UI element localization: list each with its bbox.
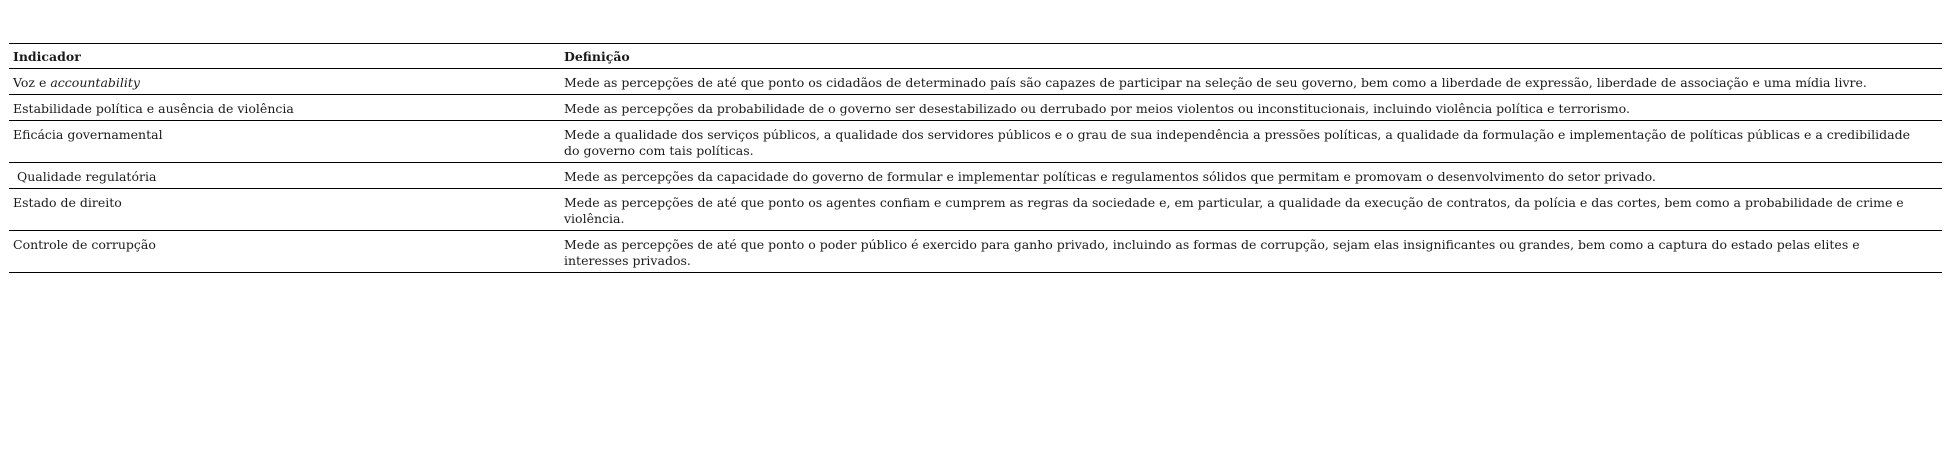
indicator-cell: Qualidade regulatória (13, 169, 157, 184)
indicator-cell: Controle de corrupção (13, 237, 156, 252)
indicator-cell: Estabilidade política e ausência de violência (13, 101, 294, 116)
table-row (9, 69, 1942, 95)
definition-cell: Mede a qualidade dos serviços públicos, a qualidade dos servidores públicos e o grau de sua independência a pressões políticas, a qualidade da formulação e implementação de políticas públicas e a credibilidade do governo com tais políticas. (564, 127, 1910, 158)
indicator-italic-text: accountability (50, 75, 140, 90)
indicator-text: Voz e (13, 75, 51, 90)
indicator-cell: Eficácia governamental (13, 127, 163, 142)
table-body (9, 69, 1942, 273)
indicators-table (9, 43, 1942, 273)
definition-cell: Mede as percepções da probabilidade de o governo ser desestabilizado ou derrubado por meios violentos ou inconstitucionais, incluindo violência política e terrorismo. (564, 101, 1630, 116)
indicator-cell (9, 69, 560, 95)
header-row (9, 44, 1942, 69)
header-definition: Definição (564, 49, 630, 64)
table-row (9, 121, 1942, 163)
definition-cell: Mede as percepções de até que ponto os agentes confiam e cumprem as regras da sociedade e, em particular, a qualidade da execução de contratos, da polícia e das cortes, bem como a probabilidade de crime e violência. (564, 195, 1904, 226)
indicator-cell: Estado de direito (13, 195, 122, 210)
definition-cell: Mede as percepções da capacidade do governo de formular e implementar políticas e regulamentos sólidos que permitam e promovam o desenvolvimento do setor privado. (564, 169, 1656, 184)
table-row (9, 231, 1942, 273)
definition-cell: Mede as percepções de até que ponto o poder público é exercido para ganho privado, incluindo as formas de corrupção, sejam elas insignificantes ou grandes, bem como a captura do estado pelas elites e interesses privados. (564, 237, 1860, 268)
indicators-table-container (9, 43, 1942, 273)
table-row (9, 95, 1942, 121)
table-header (9, 44, 1942, 69)
table-row (9, 163, 1942, 189)
header-indicator: Indicador (13, 49, 81, 64)
definition-cell: Mede as percepções de até que ponto os cidadãos de determinado país são capazes de participar na seleção de seu governo, bem como a liberdade de expressão, liberdade de associação e uma mídia livre. (564, 75, 1867, 90)
table-row (9, 189, 1942, 231)
